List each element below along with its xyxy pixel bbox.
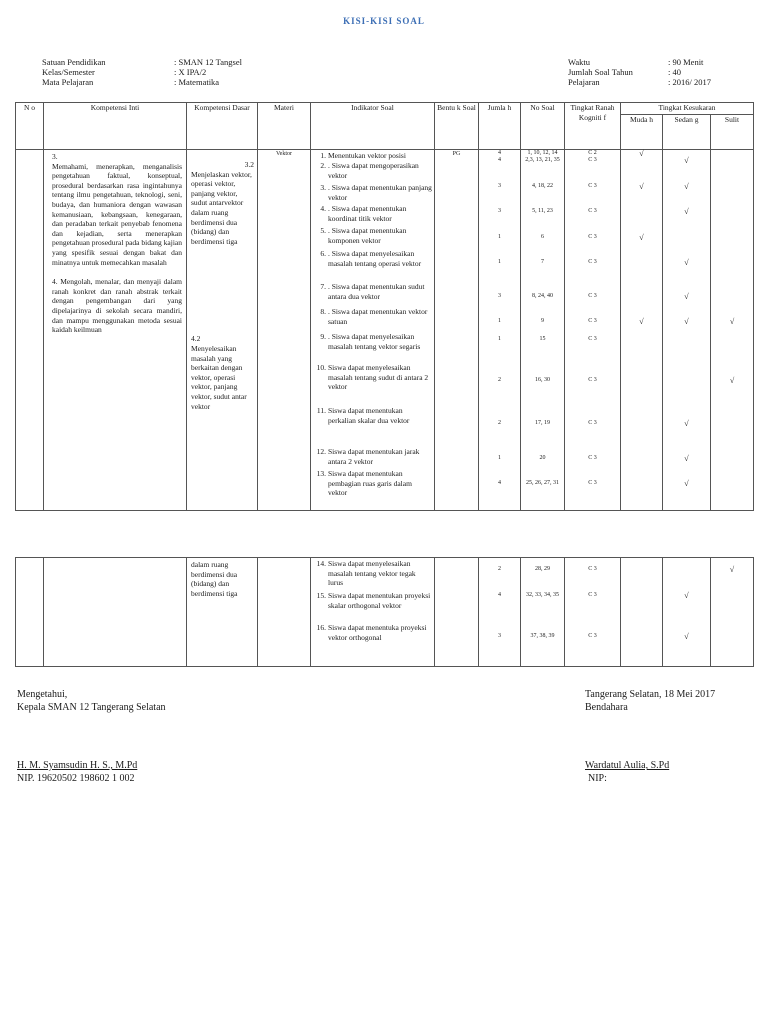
jumlah-value: 4 bbox=[498, 157, 501, 163]
indikator-number: 3. bbox=[320, 183, 326, 192]
no-soal-value: 28, 29 bbox=[535, 566, 550, 572]
ki3-text: Memahami, menerapkan, menganalisis pengetahuan faktual, konseptual, prosedural berdasarkan rasa ingintahunya tentang ilmu pengetahuan, teknologi, seni, budaya, dan humaniora dengan wawasan kemanusiaan, kebangsaan, kenegaraan, dan peradaban terkait penyebab fenomena dan kejadian, serta menerapkan pengetahuan prosedural pada bidang kajian yang spesifik sesuai dengan bakat dan minatnya untuk memecahkan masalah bbox=[52, 161, 182, 267]
indikator-number: 7. bbox=[320, 282, 326, 291]
sedang-check: √ bbox=[684, 292, 689, 301]
jumlah-value: 4 bbox=[498, 480, 501, 486]
no-soal-value: 2,3, 13, 21, 35 bbox=[525, 157, 560, 163]
indikator-text: Menentukan vektor posisi bbox=[328, 151, 406, 160]
ranah-value: C 3 bbox=[588, 455, 597, 461]
meta-left-row bbox=[42, 77, 242, 87]
indikator-item bbox=[313, 447, 432, 466]
sedang-check: √ bbox=[684, 479, 689, 488]
table-row bbox=[16, 558, 754, 667]
header-no-soal: No Soal bbox=[521, 103, 565, 150]
indikator-number: 12. bbox=[316, 447, 326, 456]
indikator-number: 1. bbox=[320, 151, 326, 160]
indikator-item bbox=[313, 591, 432, 610]
indikator-number: 5. bbox=[320, 226, 326, 235]
mudah-check: √ bbox=[639, 233, 644, 242]
cell-jumlah bbox=[479, 150, 521, 511]
meta-right-label: Waktu bbox=[568, 57, 590, 67]
no-soal-value: 37, 38, 39 bbox=[530, 633, 555, 639]
indikator-text: Siswa dapat menentukan perkalian skalar dua vektor bbox=[328, 406, 410, 425]
indikator-item bbox=[313, 307, 432, 326]
ranah-value: C 3 bbox=[588, 336, 597, 342]
header-no: N o bbox=[16, 103, 44, 150]
mudah-check: √ bbox=[639, 182, 644, 191]
indikator-text: . Siswa dapat menentukan panjang vektor bbox=[328, 183, 432, 202]
kisi-kisi-table-continued bbox=[15, 557, 754, 667]
cell-mudah bbox=[621, 150, 663, 511]
ranah-value: C 3 bbox=[588, 157, 597, 163]
no-soal-value: 6 bbox=[541, 234, 544, 240]
signature-left bbox=[17, 688, 166, 714]
sedang-check: √ bbox=[684, 632, 689, 641]
indikator-number: 8. bbox=[320, 307, 326, 316]
indikator-text: . Siswa dapat menentukan vektor satuan bbox=[328, 307, 428, 326]
indikator-item bbox=[313, 226, 432, 245]
no-soal-value: 5, 11, 23 bbox=[532, 208, 553, 214]
cell-no bbox=[16, 558, 44, 667]
cell-indikator bbox=[311, 150, 435, 511]
bendahara-name: Wardatul Aulia, S.Pd bbox=[585, 760, 670, 771]
kd32-text: Menjelaskan vektor, operasi vektor, panjang vektor, sudut antarvektor dalam ruang berdimensi dua (bidang) dan berdimensi tiga bbox=[191, 169, 252, 246]
indikator-text: Siswa dapat menyelesaikan masalah tentang vektor tegak lurus bbox=[328, 559, 416, 588]
jumlah-value: 2 bbox=[498, 420, 501, 426]
ranah-value: C 3 bbox=[588, 259, 597, 265]
meta-left-value: : Matematika bbox=[174, 77, 220, 87]
signature-left-name bbox=[17, 759, 137, 785]
cell-kompetensi-dasar bbox=[187, 150, 258, 511]
bendahara-nip: NIP: bbox=[588, 773, 607, 784]
kd32-number: 3.2 bbox=[244, 160, 254, 169]
indikator-text: . Siswa dapat menyelesaikan masalah tentang operasi vektor bbox=[328, 249, 422, 268]
indikator-number: 11. bbox=[316, 406, 326, 415]
header-bentuk-soal: Bentu k Soal bbox=[435, 103, 479, 150]
ranah-value: C 2 bbox=[588, 150, 597, 156]
sedang-check: √ bbox=[684, 258, 689, 267]
table-row bbox=[16, 150, 754, 511]
sedang-check: √ bbox=[684, 454, 689, 463]
meta-right-label: Pelajaran bbox=[568, 77, 600, 87]
indikator-item bbox=[313, 183, 432, 202]
header-jumlah: Jumla h bbox=[479, 103, 521, 150]
indikator-text: Siswa dapat menentukan proyeksi skalar orthogonal vektor bbox=[328, 591, 431, 610]
cell-materi bbox=[258, 150, 311, 511]
jumlah-value: 1 bbox=[498, 336, 501, 342]
sedang-check: √ bbox=[684, 182, 689, 191]
indikator-item bbox=[313, 151, 432, 161]
indikator-number: 9. bbox=[320, 332, 326, 341]
kisi-kisi-table bbox=[15, 102, 754, 511]
jumlah-value: 3 bbox=[498, 293, 501, 299]
ranah-value: C 3 bbox=[588, 208, 597, 214]
ranah-value: C 3 bbox=[588, 318, 597, 324]
jumlah-value: 3 bbox=[498, 208, 501, 214]
no-soal-value: 1, 10, 12, 14 bbox=[527, 150, 558, 156]
indikator-text: Siswa dapat menentukan pembagian ruas garis dalam vektor bbox=[328, 469, 412, 498]
indikator-text: Siswa dapat menentuka proyeksi vektor orthogonal bbox=[328, 623, 427, 642]
cell-no bbox=[16, 150, 44, 511]
meta-right-value: : 40 bbox=[668, 67, 681, 77]
cell-no-soal bbox=[521, 558, 565, 667]
sedang-check: √ bbox=[684, 591, 689, 600]
indikator-number: 4. bbox=[320, 204, 326, 213]
indikator-item bbox=[313, 623, 432, 642]
cell-sulit bbox=[711, 558, 754, 667]
indikator-item bbox=[313, 161, 432, 180]
indikator-item bbox=[313, 282, 432, 301]
meta-right-label: Jumlah Soal Tahun bbox=[568, 67, 633, 77]
mudah-check: √ bbox=[639, 149, 644, 158]
meta-right-row bbox=[568, 77, 711, 87]
cell-bentuk bbox=[435, 558, 479, 667]
sedang-check: √ bbox=[684, 317, 689, 326]
indikator-number: 2. bbox=[320, 161, 326, 170]
ranah-value: C 3 bbox=[588, 377, 597, 383]
ranah-value: C 3 bbox=[588, 183, 597, 189]
cell-kompetensi-inti bbox=[44, 150, 187, 511]
cell-mudah bbox=[621, 558, 663, 667]
header-sulit: Sulit bbox=[711, 115, 754, 150]
jumlah-value: 1 bbox=[498, 234, 501, 240]
cell-jumlah bbox=[479, 558, 521, 667]
materi-text: Vektor bbox=[276, 151, 292, 157]
header-mudah: Muda h bbox=[621, 115, 663, 150]
header-materi: Materi bbox=[258, 103, 311, 150]
indikator-text: . Siswa dapat menentukan koordinat titik vektor bbox=[328, 204, 407, 223]
cell-ranah bbox=[565, 150, 621, 511]
cell-kompetensi-dasar bbox=[187, 558, 258, 667]
bentuk-text: PG bbox=[452, 151, 461, 157]
jumlah-value: 3 bbox=[498, 633, 501, 639]
indikator-item bbox=[313, 204, 432, 223]
indikator-number: 14. bbox=[316, 559, 326, 568]
header-kompetensi-dasar: Kompetensi Dasar bbox=[187, 103, 258, 150]
indikator-text: Siswa dapat menyelesaikan masalah tentang sudut di antara 2 vektor bbox=[328, 363, 429, 392]
ranah-value: C 3 bbox=[588, 234, 597, 240]
jumlah-value: 1 bbox=[498, 318, 501, 324]
meta-right-value: : 90 Menit bbox=[668, 57, 704, 67]
sulit-check: √ bbox=[729, 565, 735, 574]
cell-indikator bbox=[311, 558, 435, 667]
indikator-number: 13. bbox=[316, 469, 326, 478]
jumlah-value: 2 bbox=[498, 377, 501, 383]
no-soal-value: 15 bbox=[539, 336, 546, 342]
meta-left-value: : X IPA/2 bbox=[174, 67, 207, 77]
header-tingkat-kesukaran: Tingkat Kesukaran bbox=[621, 103, 754, 115]
indikator-text: Siswa dapat menentukan jarak antara 2 vektor bbox=[328, 447, 420, 466]
jumlah-value: 4 bbox=[498, 150, 501, 156]
sedang-check: √ bbox=[684, 207, 689, 216]
sedang-check: √ bbox=[684, 156, 689, 165]
no-soal-value: 17, 19 bbox=[535, 420, 550, 426]
header-ranah-kognitif: Tingkat Ranah Kogniti f bbox=[565, 103, 621, 150]
indikator-number: 10. bbox=[316, 363, 326, 372]
meta-left-label: Kelas/Semester bbox=[42, 67, 95, 77]
mengetahui-text: Mengetahui, bbox=[17, 689, 68, 700]
indikator-item bbox=[313, 332, 432, 351]
header-indikator-soal: Indikator Soal bbox=[311, 103, 435, 150]
meta-left bbox=[42, 57, 242, 87]
jumlah-value: 1 bbox=[498, 259, 501, 265]
meta-left-value: : SMAN 12 Tangsel bbox=[174, 57, 242, 67]
cell-bentuk bbox=[435, 150, 479, 511]
sulit-check: √ bbox=[729, 376, 735, 385]
signature-right bbox=[585, 688, 715, 714]
kd42-number: 4.2 bbox=[191, 334, 201, 344]
meta-right bbox=[568, 57, 711, 87]
jumlah-value: 2 bbox=[498, 566, 501, 572]
cell-materi bbox=[258, 558, 311, 667]
document-title: KISI-KISI SOAL bbox=[343, 16, 425, 26]
cell-kompetensi-inti bbox=[44, 558, 187, 667]
cell-ranah bbox=[565, 558, 621, 667]
mudah-check: √ bbox=[639, 317, 644, 326]
meta-right-row bbox=[568, 67, 711, 77]
no-soal-value: 8, 24, 40 bbox=[532, 293, 553, 299]
no-soal-value: 7 bbox=[541, 259, 544, 265]
ranah-value: C 3 bbox=[588, 293, 597, 299]
cell-sedang bbox=[663, 150, 711, 511]
indikator-item bbox=[313, 363, 432, 392]
indikator-item bbox=[313, 249, 432, 268]
indikator-item bbox=[313, 469, 432, 498]
kepala-sekolah-title: Kepala SMAN 12 Tangerang Selatan bbox=[17, 702, 166, 713]
indikator-item bbox=[313, 559, 432, 588]
header-kompetensi-inti: Kompetensi Inti bbox=[44, 103, 187, 150]
indikator-number: 15. bbox=[316, 591, 326, 600]
indikator-text: . Siswa dapat menentukan sudut antara dua vektor bbox=[328, 282, 425, 301]
ranah-value: C 3 bbox=[588, 592, 597, 598]
place-date: Tangerang Selatan, 18 Mei 2017 bbox=[585, 689, 716, 700]
bendahara-title: Bendahara bbox=[585, 702, 628, 713]
meta-left-row bbox=[42, 67, 242, 77]
indikator-text: . Siswa dapat menentukan komponen vektor bbox=[328, 226, 407, 245]
meta-right-row bbox=[568, 57, 711, 67]
ranah-value: C 3 bbox=[588, 633, 597, 639]
no-soal-value: 16, 30 bbox=[535, 377, 550, 383]
cell-sulit bbox=[711, 150, 754, 511]
no-soal-value: 4, 18, 22 bbox=[532, 183, 553, 189]
ki3-number: 3. bbox=[52, 152, 58, 161]
ranah-value: C 3 bbox=[588, 566, 597, 572]
kepala-sekolah-name: H. M. Syamsudin H. S., M.Pd bbox=[17, 760, 138, 771]
no-soal-value: 32, 33, 34, 35 bbox=[526, 592, 559, 598]
kepala-sekolah-nip: NIP. 19620502 198602 1 002 bbox=[17, 773, 135, 784]
meta-left-row bbox=[42, 57, 242, 67]
cell-sedang bbox=[663, 558, 711, 667]
sedang-check: √ bbox=[684, 419, 689, 428]
meta-left-label: Satuan Pendidikan bbox=[42, 57, 106, 67]
meta-right-value: : 2016/ 2017 bbox=[668, 77, 711, 87]
kd42-text-continued: dalam ruang berdimensi dua (bidang) dan berdimensi tiga bbox=[191, 560, 238, 598]
ranah-value: C 3 bbox=[588, 480, 597, 486]
sulit-check: √ bbox=[729, 317, 735, 326]
indikator-text: . Siswa dapat mengoperasikan vektor bbox=[328, 161, 419, 180]
signature-right-name bbox=[585, 759, 669, 785]
indikator-item bbox=[313, 406, 432, 425]
indikator-number: 16. bbox=[316, 623, 326, 632]
meta-left-label: Mata Pelajaran bbox=[42, 77, 94, 87]
no-soal-value: 20 bbox=[539, 455, 546, 461]
indikator-number: 6. bbox=[320, 249, 326, 258]
kd42-text: Menyelesaikan masalah yang berkaitan dengan vektor, operasi vektor, panjang vektor, sudut antar vektor bbox=[191, 343, 247, 411]
header-sedang: Sedan g bbox=[663, 115, 711, 150]
no-soal-value: 25, 26, 27, 31 bbox=[526, 480, 559, 486]
indikator-text: . Siswa dapat menyelesaikan masalah tentang vektor segaris bbox=[328, 332, 421, 351]
jumlah-value: 4 bbox=[498, 592, 501, 598]
ranah-value: C 3 bbox=[588, 420, 597, 426]
ki4-text: 4. Mengolah, menalar, dan menyaji dalam ranah konkret dan ranah abstrak terkait dengan pengembangan dari yang dipelajarinya di sekolah secara mandiri, dan mampu menggunakan metoda sesuai kaidah keilmuan bbox=[52, 277, 182, 335]
jumlah-value: 1 bbox=[498, 455, 501, 461]
no-soal-value: 9 bbox=[541, 318, 544, 324]
jumlah-value: 3 bbox=[498, 183, 501, 189]
cell-no-soal bbox=[521, 150, 565, 511]
